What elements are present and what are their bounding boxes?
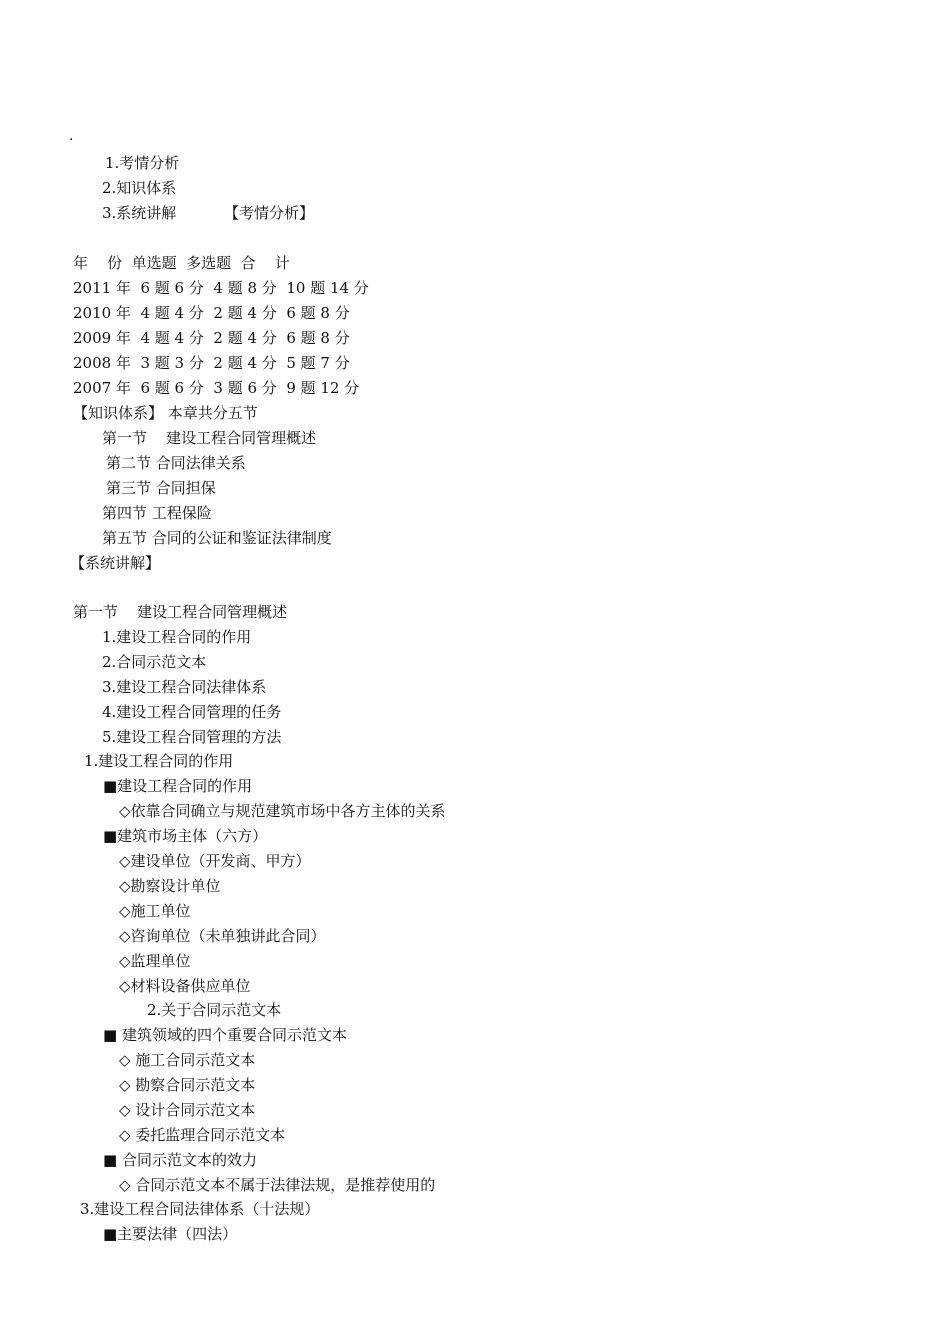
section-item: 第三节 合同担保 bbox=[106, 479, 216, 497]
subsection-title: 3.建设工程合同法律体系（十法规） bbox=[80, 1200, 320, 1218]
exam-table-row: 2007 年 6 题 6 分 3 题 6 分 9 题 12 分 bbox=[73, 379, 360, 397]
toc-item-3: 3.系统讲解 【考情分析】 bbox=[102, 204, 314, 222]
bullet-square: ■建设工程合同的作用 bbox=[103, 777, 253, 795]
outline-item: 1.建设工程合同的作用 bbox=[102, 628, 252, 646]
exam-table-row: 2009 年 4 题 4 分 2 题 4 分 6 题 8 分 bbox=[73, 329, 350, 347]
subsection-title: 2.关于合同示范文本 bbox=[147, 1001, 282, 1019]
bullet-diamond: ◇依靠合同确立与规范建筑市场中各方主体的关系 bbox=[119, 802, 446, 820]
exam-table-header: 年 份 单选题 多选题 合 计 bbox=[73, 254, 290, 272]
outline-item: 3.建设工程合同法律体系 bbox=[102, 678, 267, 696]
toc-item-2: 2.知识体系 bbox=[102, 179, 177, 197]
stray-dot: . bbox=[69, 128, 74, 144]
bullet-diamond: ◇ 勘察合同示范文本 bbox=[119, 1076, 256, 1094]
system-heading: 【系统讲解】 bbox=[70, 554, 161, 572]
bullet-diamond: ◇ 委托监理合同示范文本 bbox=[119, 1126, 286, 1144]
exam-table-row: 2011 年 6 题 6 分 4 题 8 分 10 题 14 分 bbox=[73, 279, 369, 297]
section-item: 第一节 建设工程合同管理概述 bbox=[102, 429, 317, 447]
bullet-diamond: ◇ 施工合同示范文本 bbox=[119, 1051, 256, 1069]
bullet-diamond: ◇勘察设计单位 bbox=[119, 877, 221, 895]
exam-table-row: 2010 年 4 题 4 分 2 题 4 分 6 题 8 分 bbox=[73, 304, 350, 322]
toc-item-1: 1.考情分析 bbox=[105, 154, 180, 172]
bullet-square: ■ 合同示范文本的效力 bbox=[103, 1151, 257, 1169]
outline-item: 5.建设工程合同管理的方法 bbox=[102, 728, 282, 746]
bullet-diamond: ◇监理单位 bbox=[119, 952, 191, 970]
bullet-diamond: ◇ 设计合同示范文本 bbox=[119, 1101, 256, 1119]
section-item: 第二节 合同法律关系 bbox=[106, 454, 246, 472]
outline-item: 2.合同示范文本 bbox=[102, 653, 207, 671]
bullet-diamond: ◇ 合同示范文本不属于法律法规，是推荐使用的 bbox=[119, 1176, 436, 1194]
bullet-diamond: ◇施工单位 bbox=[119, 902, 191, 920]
bullet-square: ■建筑市场主体（六方） bbox=[103, 827, 268, 845]
knowledge-heading: 【知识体系】 本章共分五节 bbox=[73, 404, 258, 422]
bullet-diamond: ◇咨询单位（未单独讲此合同） bbox=[119, 927, 326, 945]
section-item: 第五节 合同的公证和鉴证法律制度 bbox=[102, 529, 332, 547]
bullet-diamond: ◇建设单位（开发商、甲方） bbox=[119, 852, 311, 870]
bullet-diamond: ◇材料设备供应单位 bbox=[119, 977, 251, 995]
section-item: 第四节 工程保险 bbox=[102, 504, 212, 522]
bullet-square: ■ 建筑领域的四个重要合同示范文本 bbox=[103, 1026, 347, 1044]
outline-item: 4.建设工程合同管理的任务 bbox=[102, 703, 282, 721]
bullet-square: ■主要法律（四法） bbox=[103, 1225, 238, 1243]
subsection-title: 1.建设工程合同的作用 bbox=[84, 752, 234, 770]
exam-table-row: 2008 年 3 题 3 分 2 题 4 分 5 题 7 分 bbox=[73, 354, 350, 372]
section-title: 第一节 建设工程合同管理概述 bbox=[73, 603, 288, 621]
